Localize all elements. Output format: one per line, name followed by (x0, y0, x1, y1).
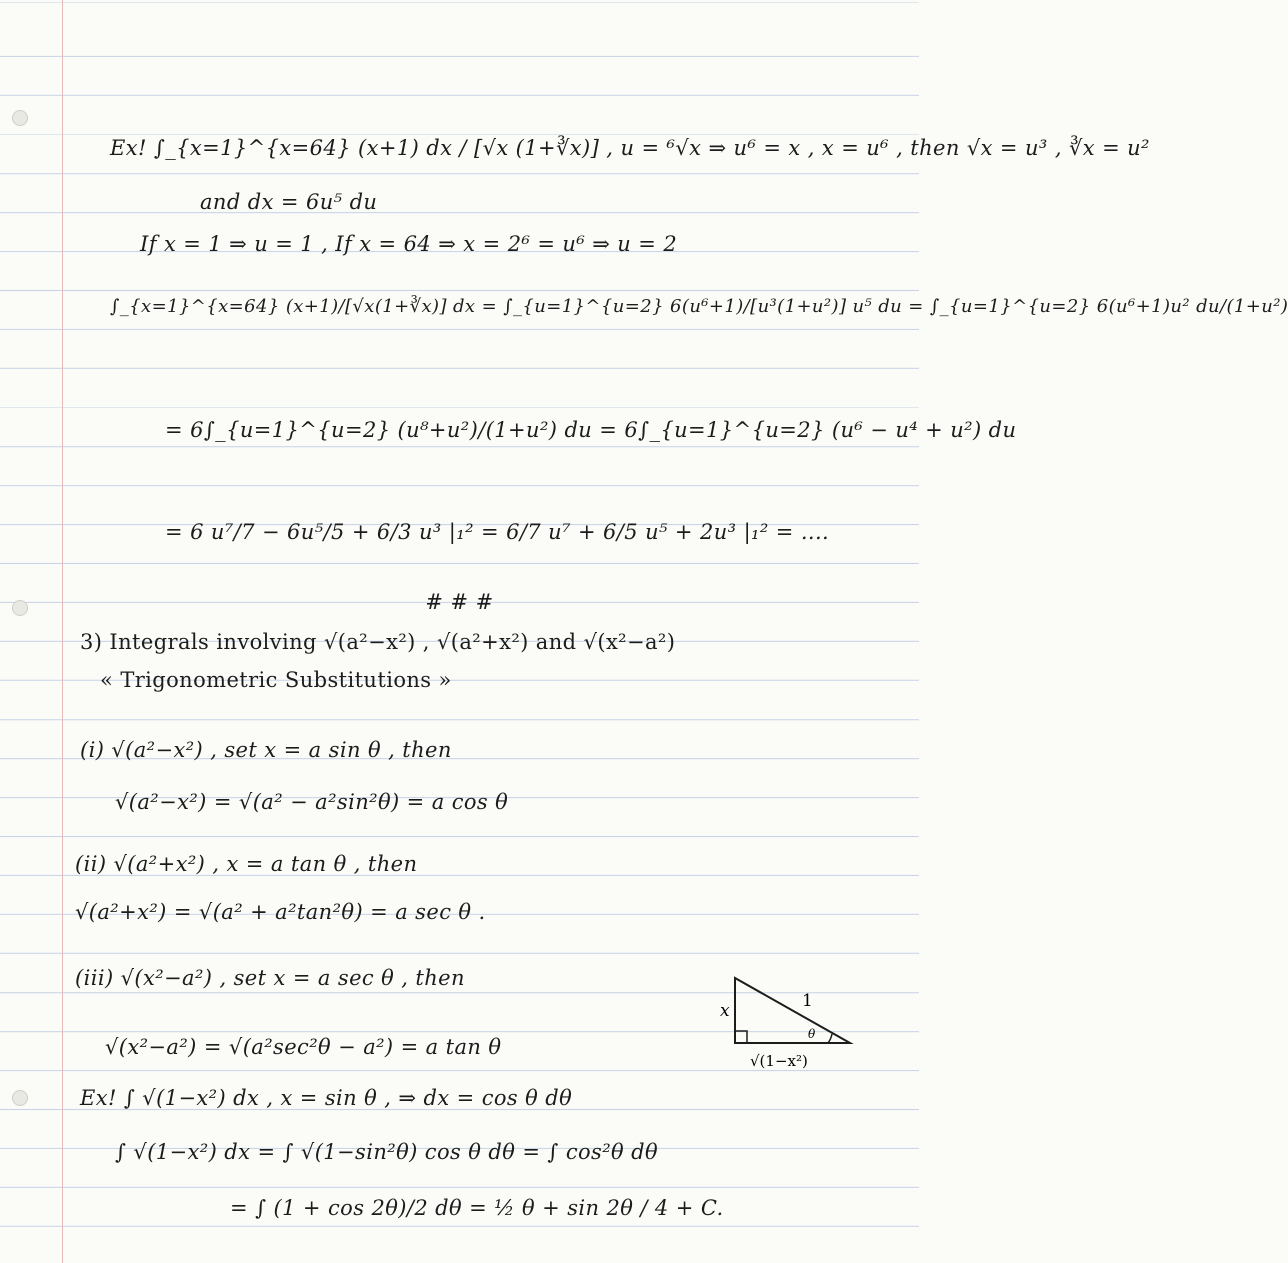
math-line: = 6 u⁷/7 − 6u⁵/5 + 6/3 u³ |₁² = 6/7 u⁷ + 6/5 u⁵ + 2u³ |₁² = .... (165, 520, 830, 544)
adjacent-label: √(1−x²) (750, 1052, 808, 1070)
math-line: ∫_{x=1}^{x=64} (x+1)/[√x(1+∛x)] dx = ∫_{u=1}^{u=2} 6(u⁶+1)/[u³(1+u²)] u⁵ du = ∫_{u=1}^{u=2} 6(u⁶+1)u² du/(1+u²) (110, 296, 1288, 317)
example-line: Ex! ∫ √(1−x²) dx , x = sin θ , ⇒ dx = cos θ dθ (80, 1086, 573, 1110)
section-subheading: « Trigonometric Substitutions » (100, 668, 452, 692)
triangle-shape (735, 978, 850, 1043)
math-line: and dx = 6u⁵ du (200, 190, 378, 214)
math-line: ∫ √(1−x²) dx = ∫ √(1−sin²θ) cos θ dθ = ∫ cos²θ dθ (115, 1140, 659, 1164)
math-line: (i) √(a²−x²) , set x = a sin θ , then (80, 738, 452, 762)
separator: # # # (425, 590, 494, 614)
math-line: √(x²−a²) = √(a²sec²θ − a²) = a tan θ (105, 1035, 502, 1059)
binder-hole (12, 110, 28, 126)
math-line: = 6∫_{u=1}^{u=2} (u⁸+u²)/(1+u²) du = 6∫_{u=1}^{u=2} (u⁶ − u⁴ + u²) du (165, 418, 1017, 442)
math-line: (ii) √(a²+x²) , x = a tan θ , then (75, 852, 418, 876)
hypotenuse-label: 1 (802, 991, 813, 1011)
angle-arc (828, 1034, 832, 1043)
math-line: If x = 1 ⇒ u = 1 , If x = 64 ⇒ x = 2⁶ = u⁶ ⇒ u = 2 (140, 232, 678, 256)
right-angle-mark (735, 1031, 747, 1043)
opposite-label: x (720, 1001, 730, 1021)
section-heading: 3) Integrals involving √(a²−x²) , √(a²+x²) and √(x²−a²) (80, 630, 676, 654)
angle-label: θ (808, 1027, 816, 1041)
math-line: √(a²+x²) = √(a² + a²tan²θ) = a sec θ . (75, 900, 486, 924)
right-triangle-diagram (720, 968, 880, 1078)
math-line: (iii) √(x²−a²) , set x = a sec θ , then (75, 966, 465, 990)
math-line: = ∫ (1 + cos 2θ)/2 dθ = ½ θ + sin 2θ / 4 + C. (230, 1196, 724, 1220)
math-line: √(a²−x²) = √(a² − a²sin²θ) = a cos θ (115, 790, 509, 814)
example-line: Ex! ∫_{x=1}^{x=64} (x+1) dx / [√x (1+∛x)] , u = ⁶√x ⇒ u⁶ = x , x = u⁶ , then √x = u³ , ∛x = u² (110, 136, 1150, 160)
